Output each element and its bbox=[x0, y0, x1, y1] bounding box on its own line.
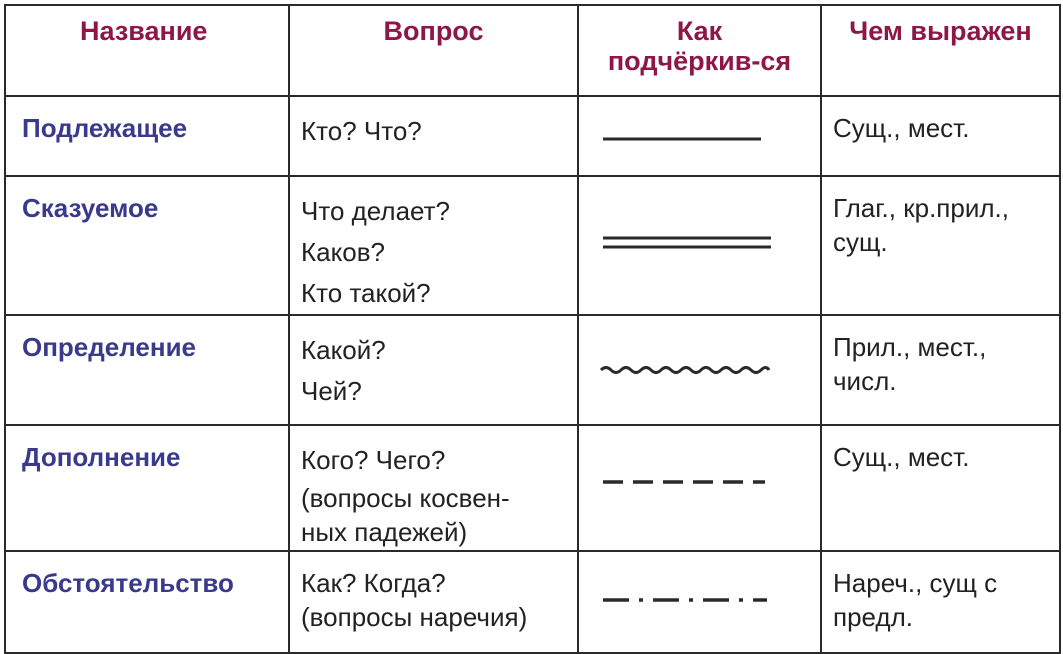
row-questions bbox=[289, 176, 578, 315]
expressed-line: предл. bbox=[833, 602, 913, 632]
table-row bbox=[5, 96, 1060, 176]
table-row bbox=[5, 551, 1060, 653]
row-questions bbox=[289, 425, 578, 551]
question-line: Как? Когда? bbox=[301, 568, 446, 598]
parts-of-sentence-table bbox=[4, 4, 1061, 654]
header-name: Название bbox=[5, 5, 289, 96]
underline-cell bbox=[578, 425, 821, 551]
single-solid-underline-icon bbox=[579, 97, 822, 173]
row-questions bbox=[289, 551, 578, 653]
header-expressed: Чем выражен bbox=[821, 5, 1060, 96]
question-line: ных падежей) bbox=[301, 517, 468, 547]
row-expressed bbox=[821, 96, 1060, 176]
question-line: Кого? Чего? bbox=[301, 445, 446, 475]
wavy-underline-icon bbox=[579, 316, 822, 422]
dash-dot-underline-icon bbox=[579, 552, 822, 650]
table-row bbox=[5, 425, 1060, 551]
expressed-line: Прил., мест., bbox=[833, 332, 987, 362]
expressed-line: Сущ., мест. bbox=[833, 442, 970, 472]
underline-cell bbox=[578, 315, 821, 425]
row-expressed bbox=[821, 176, 1060, 315]
row-expressed bbox=[821, 425, 1060, 551]
table-row bbox=[5, 315, 1060, 425]
header-underline-line2: подчёркив-ся bbox=[607, 46, 792, 76]
row-expressed bbox=[821, 551, 1060, 653]
row-name: Сказуемое bbox=[5, 176, 289, 315]
question-line: Какой? bbox=[301, 335, 386, 365]
expressed-line: сущ. bbox=[833, 227, 888, 257]
row-name: Обстоятельство bbox=[5, 551, 289, 653]
header-row bbox=[5, 5, 1060, 96]
expressed-line: числ. bbox=[833, 366, 897, 396]
double-solid-underline-icon bbox=[579, 177, 822, 309]
row-name: Определение bbox=[5, 315, 289, 425]
question-line: (вопросы косвен- bbox=[301, 483, 510, 513]
question-line: Кто? Что? bbox=[301, 116, 422, 146]
row-name: Подлежащее bbox=[5, 96, 289, 176]
question-line: Каков? bbox=[301, 237, 386, 267]
row-questions bbox=[289, 315, 578, 425]
row-questions bbox=[289, 96, 578, 176]
header-underline bbox=[578, 5, 821, 96]
underline-cell bbox=[578, 96, 821, 176]
expressed-line: Глаг., кр.прил., bbox=[833, 193, 1009, 223]
row-name: Дополнение bbox=[5, 425, 289, 551]
dashed-underline-icon bbox=[579, 426, 822, 548]
question-line: Кто такой? bbox=[301, 278, 431, 308]
expressed-line: Сущ., мест. bbox=[833, 113, 970, 143]
table-row bbox=[5, 176, 1060, 315]
header-question: Вопрос bbox=[289, 5, 578, 96]
row-expressed bbox=[821, 315, 1060, 425]
question-line: Что делает? bbox=[301, 196, 450, 226]
question-line: (вопросы наречия) bbox=[301, 602, 528, 632]
question-line: Чей? bbox=[301, 376, 362, 406]
underline-cell bbox=[578, 176, 821, 315]
expressed-line: Нареч., сущ с bbox=[833, 568, 998, 598]
header-underline-line1: Как bbox=[676, 16, 723, 46]
underline-cell bbox=[578, 551, 821, 653]
